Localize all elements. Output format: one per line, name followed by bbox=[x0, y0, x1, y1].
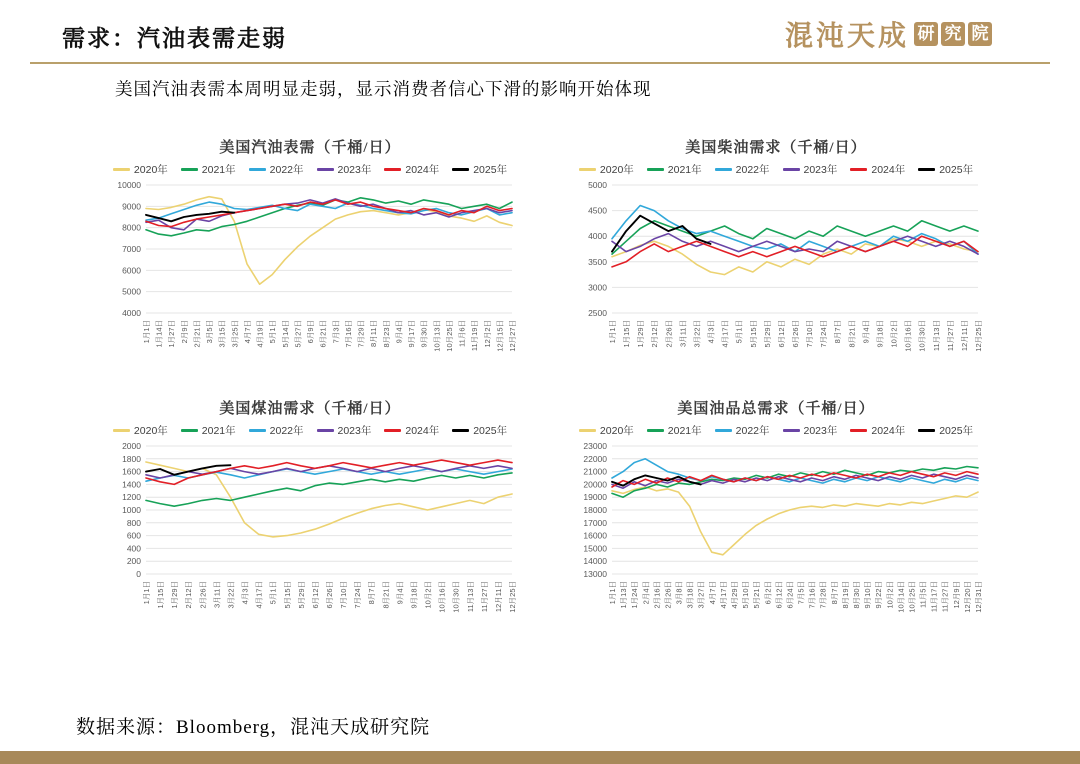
svg-text:2500: 2500 bbox=[588, 308, 607, 318]
legend-label: 2023年 bbox=[337, 164, 372, 176]
legend-line-swatch bbox=[783, 429, 800, 432]
svg-text:6月21日: 6月21日 bbox=[318, 320, 328, 348]
svg-text:5月1日: 5月1日 bbox=[734, 320, 744, 344]
svg-text:7月24日: 7月24日 bbox=[819, 320, 829, 348]
svg-text:7月24日: 7月24日 bbox=[353, 581, 363, 609]
svg-text:10月25日: 10月25日 bbox=[444, 320, 454, 352]
svg-text:5月21日: 5月21日 bbox=[752, 581, 762, 609]
legend-line-swatch bbox=[647, 168, 664, 171]
legend-label: 2024年 bbox=[405, 425, 440, 437]
svg-text:11月17日: 11月17日 bbox=[929, 581, 939, 613]
svg-text:7月29日: 7月29日 bbox=[356, 320, 366, 348]
chart-plot bbox=[566, 179, 986, 375]
svg-text:9000: 9000 bbox=[122, 201, 141, 212]
logo-seal-char: 研 bbox=[914, 22, 938, 46]
svg-text:1200: 1200 bbox=[122, 492, 141, 503]
svg-text:10月16日: 10月16日 bbox=[903, 320, 913, 352]
svg-text:23000: 23000 bbox=[583, 441, 607, 451]
chart-legend bbox=[566, 423, 986, 438]
legend-line-swatch bbox=[181, 168, 198, 171]
legend-label: 2022年 bbox=[269, 164, 304, 176]
svg-text:12月25日: 12月25日 bbox=[974, 320, 983, 352]
svg-text:2000: 2000 bbox=[122, 441, 141, 451]
legend-line-swatch bbox=[181, 429, 198, 432]
svg-text:3月22日: 3月22日 bbox=[692, 320, 702, 348]
svg-text:3月8日: 3月8日 bbox=[674, 581, 684, 605]
chart-title: 美国柴油需求（千桶/日） bbox=[685, 140, 867, 156]
svg-text:11月6日: 11月6日 bbox=[457, 320, 467, 347]
svg-text:5000: 5000 bbox=[588, 180, 607, 190]
svg-text:4月19日: 4月19日 bbox=[255, 320, 265, 348]
svg-text:4月17日: 4月17日 bbox=[254, 581, 264, 609]
legend-line-swatch bbox=[918, 168, 935, 171]
svg-text:6月2日: 6月2日 bbox=[763, 581, 773, 605]
legend-item-2023年 bbox=[317, 162, 372, 177]
data-source-text: 数据来源：Bloomberg，混沌天成研究院 bbox=[76, 717, 431, 738]
svg-text:6月12日: 6月12日 bbox=[776, 320, 786, 348]
svg-text:5月1日: 5月1日 bbox=[268, 320, 278, 344]
chart-diesel-demand bbox=[566, 136, 986, 375]
chart-legend bbox=[566, 162, 986, 177]
svg-text:9月22日: 9月22日 bbox=[874, 581, 884, 609]
legend-item-2025年 bbox=[918, 162, 973, 177]
svg-text:19000: 19000 bbox=[583, 492, 607, 503]
legend-label: 2022年 bbox=[735, 425, 770, 437]
legend-label: 2022年 bbox=[269, 425, 304, 437]
legend-label: 2025年 bbox=[939, 164, 974, 176]
svg-text:9月30日: 9月30日 bbox=[419, 320, 429, 348]
svg-text:4月3日: 4月3日 bbox=[706, 320, 716, 344]
svg-text:12月11日: 12月11日 bbox=[493, 581, 503, 613]
svg-text:10月14日: 10月14日 bbox=[896, 581, 906, 613]
logo-seal-char: 究 bbox=[941, 22, 965, 46]
svg-text:5月1日: 5月1日 bbox=[268, 581, 278, 605]
legend-item-2023年 bbox=[317, 423, 372, 438]
svg-text:5月27日: 5月27日 bbox=[293, 320, 303, 348]
svg-text:8月7日: 8月7日 bbox=[367, 581, 377, 605]
svg-text:2月26日: 2月26日 bbox=[198, 581, 208, 609]
svg-text:1月29日: 1月29日 bbox=[636, 320, 646, 348]
legend-line-swatch bbox=[579, 429, 596, 432]
legend-item-2021年 bbox=[647, 162, 702, 177]
svg-text:6月12日: 6月12日 bbox=[310, 581, 320, 609]
svg-text:16000: 16000 bbox=[583, 530, 607, 541]
svg-text:5月29日: 5月29日 bbox=[296, 581, 306, 609]
svg-text:10月2日: 10月2日 bbox=[885, 581, 895, 609]
svg-text:6月12日: 6月12日 bbox=[774, 581, 784, 609]
legend-label: 2024年 bbox=[405, 164, 440, 176]
svg-text:8月11日: 8月11日 bbox=[369, 320, 379, 347]
subtitle: 美国汽油表需本周明显走弱，显示消费者信心下滑的影响开始体现 bbox=[115, 79, 652, 99]
legend-line-swatch bbox=[384, 429, 401, 432]
svg-text:400: 400 bbox=[126, 543, 141, 554]
legend-item-2022年 bbox=[249, 162, 304, 177]
logo-name-text: 混沌天成 bbox=[784, 21, 909, 52]
legend-item-2022年 bbox=[249, 423, 304, 438]
svg-text:18000: 18000 bbox=[583, 505, 607, 515]
svg-text:6月24日: 6月24日 bbox=[785, 581, 795, 609]
legend-label: 2021年 bbox=[201, 425, 236, 437]
chart-title: 美国油品总需求（千桶/日） bbox=[677, 401, 875, 417]
svg-text:1800: 1800 bbox=[122, 453, 141, 464]
legend-label: 2020年 bbox=[133, 164, 168, 176]
legend-item-2021年 bbox=[181, 423, 236, 438]
svg-text:10月16日: 10月16日 bbox=[437, 581, 447, 613]
svg-text:20000: 20000 bbox=[583, 479, 607, 490]
svg-text:7月16日: 7月16日 bbox=[343, 320, 353, 348]
legend-line-swatch bbox=[113, 168, 130, 171]
svg-text:1月1日: 1月1日 bbox=[142, 320, 151, 344]
legend-label: 2023年 bbox=[803, 164, 838, 176]
svg-text:10月13日: 10月13日 bbox=[432, 320, 442, 352]
legend-label: 2025年 bbox=[939, 425, 974, 437]
legend-label: 2025年 bbox=[473, 164, 508, 176]
svg-text:3月27日: 3月27日 bbox=[696, 581, 706, 609]
svg-text:1月29日: 1月29日 bbox=[170, 581, 180, 609]
svg-text:4月17日: 4月17日 bbox=[720, 320, 730, 348]
chart-legend bbox=[100, 423, 520, 438]
svg-text:10月2日: 10月2日 bbox=[889, 320, 899, 348]
svg-text:600: 600 bbox=[126, 530, 141, 541]
svg-text:1月15日: 1月15日 bbox=[156, 581, 166, 609]
svg-text:12月15日: 12月15日 bbox=[495, 320, 505, 352]
svg-text:11月27日: 11月27日 bbox=[945, 320, 955, 352]
legend-item-2024年 bbox=[384, 162, 439, 177]
svg-text:8月7日: 8月7日 bbox=[833, 320, 843, 344]
chart-plot bbox=[100, 179, 520, 375]
svg-text:8月21日: 8月21日 bbox=[381, 581, 391, 609]
svg-text:4月7日: 4月7日 bbox=[707, 581, 717, 605]
legend-line-swatch bbox=[384, 168, 401, 171]
svg-text:3月11日: 3月11日 bbox=[678, 320, 688, 347]
legend-item-2024年 bbox=[850, 423, 905, 438]
legend-line-swatch bbox=[113, 429, 130, 432]
svg-text:6月9日: 6月9日 bbox=[306, 320, 316, 344]
legend-item-2025年 bbox=[452, 162, 507, 177]
legend-line-swatch bbox=[783, 168, 800, 171]
legend-line-swatch bbox=[249, 429, 266, 432]
legend-line-swatch bbox=[918, 429, 935, 432]
svg-text:22000: 22000 bbox=[583, 453, 607, 464]
legend-line-swatch bbox=[317, 429, 334, 432]
svg-text:4000: 4000 bbox=[588, 231, 607, 242]
svg-text:10月2日: 10月2日 bbox=[423, 581, 433, 609]
svg-text:7月3日: 7月3日 bbox=[331, 320, 341, 344]
svg-text:3月25日: 3月25日 bbox=[230, 320, 240, 348]
legend-line-swatch bbox=[452, 429, 469, 432]
svg-text:200: 200 bbox=[126, 556, 141, 567]
svg-text:3月11日: 3月11日 bbox=[212, 581, 222, 608]
svg-text:4月3日: 4月3日 bbox=[240, 581, 250, 605]
svg-text:8月30日: 8月30日 bbox=[852, 581, 861, 609]
svg-text:7月16日: 7月16日 bbox=[807, 581, 817, 609]
legend-item-2022年 bbox=[715, 162, 770, 177]
svg-text:1400: 1400 bbox=[122, 479, 141, 490]
legend-label: 2021年 bbox=[201, 164, 236, 176]
svg-text:10月25日: 10月25日 bbox=[907, 581, 917, 613]
chart-title: 美国汽油表需（千桶/日） bbox=[219, 140, 401, 156]
legend-item-2025年 bbox=[452, 423, 507, 438]
legend-line-swatch bbox=[249, 168, 266, 171]
legend-line-swatch bbox=[317, 168, 334, 171]
legend-label: 2023年 bbox=[337, 425, 372, 437]
logo-seal-char: 院 bbox=[968, 22, 992, 46]
svg-text:4月17日: 4月17日 bbox=[718, 581, 728, 609]
svg-text:9月10日: 9月10日 bbox=[863, 581, 873, 609]
svg-text:12月27日: 12月27日 bbox=[508, 320, 517, 352]
legend-line-swatch bbox=[850, 168, 867, 171]
svg-text:1月1日: 1月1日 bbox=[608, 581, 617, 605]
legend-label: 2025年 bbox=[473, 425, 508, 437]
svg-text:15000: 15000 bbox=[583, 543, 607, 554]
svg-text:14000: 14000 bbox=[583, 556, 607, 567]
svg-text:5月15日: 5月15日 bbox=[748, 320, 758, 348]
legend-item-2024年 bbox=[850, 162, 905, 177]
header-divider bbox=[30, 62, 1050, 64]
company-logo bbox=[785, 14, 992, 54]
legend-item-2021年 bbox=[181, 162, 236, 177]
svg-text:8月23日: 8月23日 bbox=[381, 320, 391, 348]
svg-text:9月4日: 9月4日 bbox=[861, 320, 871, 344]
svg-text:9月18日: 9月18日 bbox=[409, 581, 419, 609]
svg-text:5月29日: 5月29日 bbox=[762, 320, 772, 348]
legend-label: 2020年 bbox=[599, 425, 634, 437]
svg-text:10000: 10000 bbox=[117, 180, 141, 190]
legend-label: 2024年 bbox=[871, 164, 906, 176]
svg-text:8000: 8000 bbox=[122, 222, 141, 233]
svg-text:6000: 6000 bbox=[122, 265, 141, 276]
chart-title: 美国煤油需求（千桶/日） bbox=[219, 401, 401, 417]
svg-text:2月4日: 2月4日 bbox=[641, 581, 651, 605]
svg-text:4500: 4500 bbox=[588, 205, 607, 216]
page-title: 需求：汽油表需走弱 bbox=[62, 26, 287, 51]
legend-label: 2020年 bbox=[133, 425, 168, 437]
svg-text:12月2日: 12月2日 bbox=[482, 320, 492, 348]
svg-text:1月14日: 1月14日 bbox=[154, 320, 164, 348]
legend-line-swatch bbox=[579, 168, 596, 171]
svg-text:12月25日: 12月25日 bbox=[508, 581, 517, 613]
svg-text:2月16日: 2月16日 bbox=[652, 581, 662, 609]
svg-text:6月26日: 6月26日 bbox=[325, 581, 334, 609]
legend-label: 2023年 bbox=[803, 425, 838, 437]
svg-text:4月7日: 4月7日 bbox=[242, 320, 252, 344]
svg-text:1月27日: 1月27日 bbox=[167, 320, 177, 348]
svg-text:9月4日: 9月4日 bbox=[394, 320, 404, 344]
svg-text:5000: 5000 bbox=[122, 286, 141, 297]
svg-text:5月15日: 5月15日 bbox=[282, 581, 292, 609]
svg-text:3500: 3500 bbox=[588, 256, 607, 267]
svg-text:21000: 21000 bbox=[583, 466, 607, 477]
svg-text:7000: 7000 bbox=[122, 244, 141, 254]
svg-text:7月10日: 7月10日 bbox=[805, 320, 815, 348]
chart-plot bbox=[566, 440, 986, 636]
legend-line-swatch bbox=[715, 429, 732, 432]
svg-text:2月26日: 2月26日 bbox=[664, 320, 674, 348]
svg-text:11月27日: 11月27日 bbox=[479, 581, 489, 613]
legend-label: 2022年 bbox=[735, 164, 770, 176]
svg-text:9月4日: 9月4日 bbox=[395, 581, 405, 605]
svg-text:13000: 13000 bbox=[583, 569, 607, 579]
chart-kerosene-demand bbox=[100, 397, 520, 636]
charts-grid bbox=[100, 136, 986, 636]
svg-text:12月31日: 12月31日 bbox=[974, 581, 983, 613]
legend-item-2021年 bbox=[647, 423, 702, 438]
legend-label: 2021年 bbox=[667, 425, 702, 437]
legend-item-2023年 bbox=[783, 162, 838, 177]
svg-text:7月5日: 7月5日 bbox=[796, 581, 806, 605]
svg-text:5月14日: 5月14日 bbox=[280, 320, 290, 348]
svg-text:2月12日: 2月12日 bbox=[184, 581, 194, 609]
svg-text:2月9日: 2月9日 bbox=[179, 320, 189, 344]
svg-text:3月18日: 3月18日 bbox=[685, 581, 695, 609]
legend-label: 2020年 bbox=[599, 164, 634, 176]
svg-text:3月22日: 3月22日 bbox=[226, 581, 236, 609]
svg-text:4月29日: 4月29日 bbox=[730, 581, 739, 609]
legend-item-2020年 bbox=[579, 423, 634, 438]
svg-text:1月15日: 1月15日 bbox=[622, 320, 632, 348]
svg-text:11月19日: 11月19日 bbox=[470, 320, 480, 352]
svg-text:3000: 3000 bbox=[588, 282, 607, 293]
legend-line-swatch bbox=[647, 429, 664, 432]
svg-text:1月13日: 1月13日 bbox=[619, 581, 629, 609]
svg-text:6月26日: 6月26日 bbox=[791, 320, 800, 348]
legend-item-2025年 bbox=[918, 423, 973, 438]
legend-item-2020年 bbox=[579, 162, 634, 177]
svg-text:1000: 1000 bbox=[122, 505, 141, 515]
legend-item-2023年 bbox=[783, 423, 838, 438]
legend-line-swatch bbox=[850, 429, 867, 432]
svg-text:0: 0 bbox=[136, 569, 141, 579]
legend-line-swatch bbox=[452, 168, 469, 171]
svg-text:2月26日: 2月26日 bbox=[663, 581, 673, 609]
svg-text:10月30日: 10月30日 bbox=[451, 581, 461, 613]
legend-label: 2024年 bbox=[871, 425, 906, 437]
svg-text:9月18日: 9月18日 bbox=[875, 320, 885, 348]
svg-text:1月24日: 1月24日 bbox=[630, 581, 640, 609]
svg-text:11月13日: 11月13日 bbox=[465, 581, 475, 613]
svg-text:12月11日: 12月11日 bbox=[959, 320, 969, 352]
svg-text:5月10日: 5月10日 bbox=[741, 581, 751, 609]
svg-text:800: 800 bbox=[126, 517, 141, 528]
svg-text:8月21日: 8月21日 bbox=[847, 320, 857, 348]
svg-text:11月27日: 11月27日 bbox=[940, 581, 950, 613]
svg-text:2月12日: 2月12日 bbox=[650, 320, 660, 348]
legend-item-2022年 bbox=[715, 423, 770, 438]
bottom-accent-bar bbox=[0, 751, 1080, 764]
legend-item-2024年 bbox=[384, 423, 439, 438]
svg-text:17000: 17000 bbox=[583, 517, 607, 528]
legend-item-2020年 bbox=[113, 162, 168, 177]
svg-text:7月28日: 7月28日 bbox=[818, 581, 828, 609]
svg-text:1600: 1600 bbox=[122, 466, 141, 477]
svg-text:3月5日: 3月5日 bbox=[205, 320, 215, 344]
chart-gasoline-demand bbox=[100, 136, 520, 375]
svg-text:12月20日: 12月20日 bbox=[962, 581, 972, 613]
svg-text:9月17日: 9月17日 bbox=[407, 320, 417, 348]
svg-text:7月10日: 7月10日 bbox=[339, 581, 349, 609]
svg-text:10月30日: 10月30日 bbox=[917, 320, 927, 352]
svg-text:4000: 4000 bbox=[122, 308, 141, 318]
svg-text:11月13日: 11月13日 bbox=[931, 320, 941, 352]
svg-text:8月19日: 8月19日 bbox=[840, 581, 850, 609]
legend-line-swatch bbox=[715, 168, 732, 171]
svg-text:12月9日: 12月9日 bbox=[951, 581, 961, 609]
logo-seal-blocks bbox=[914, 22, 992, 46]
chart-legend bbox=[100, 162, 520, 177]
chart-plot bbox=[100, 440, 520, 636]
svg-text:1月1日: 1月1日 bbox=[142, 581, 151, 605]
svg-text:2月21日: 2月21日 bbox=[192, 320, 202, 348]
legend-item-2020年 bbox=[113, 423, 168, 438]
svg-text:11月5日: 11月5日 bbox=[918, 581, 928, 608]
legend-label: 2021年 bbox=[667, 164, 702, 176]
chart-total-oil-demand bbox=[566, 397, 986, 636]
svg-text:3月15日: 3月15日 bbox=[217, 320, 227, 348]
svg-text:8月7日: 8月7日 bbox=[829, 581, 839, 605]
svg-text:1月1日: 1月1日 bbox=[608, 320, 617, 344]
